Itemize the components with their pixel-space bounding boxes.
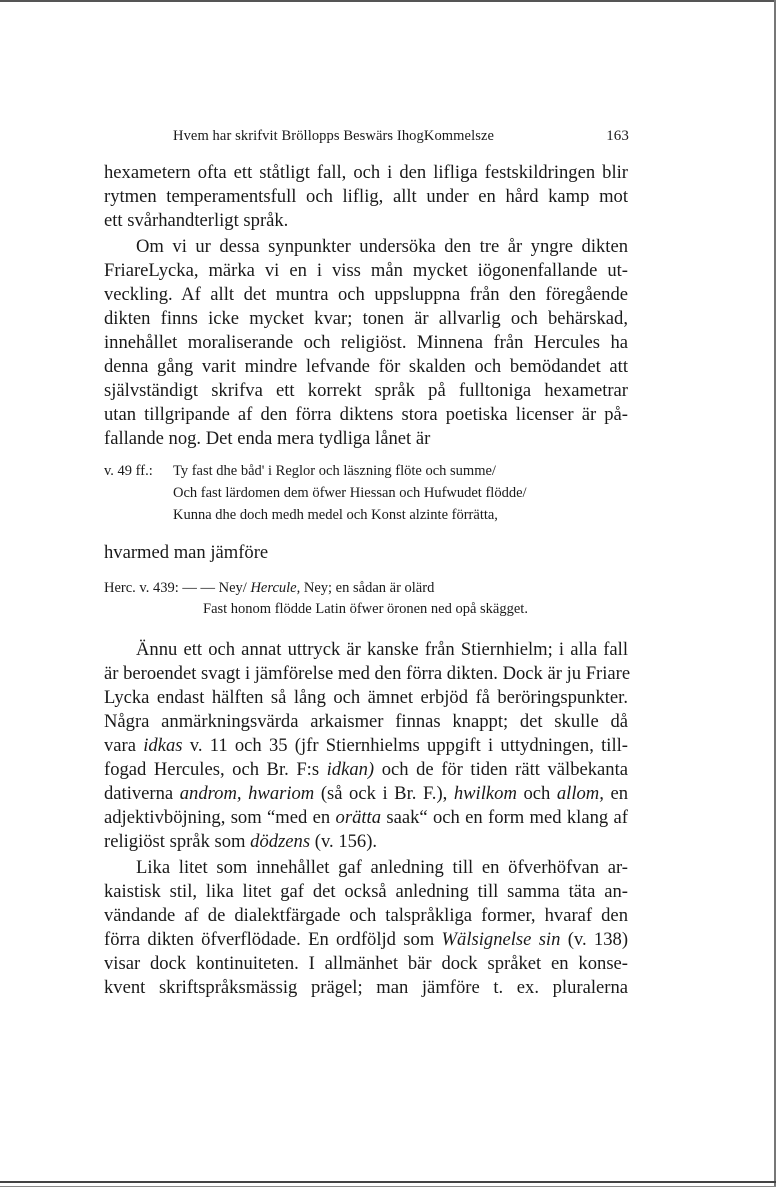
text: dativerna	[104, 783, 174, 804]
text: adjektivböjning, som “med en	[104, 807, 331, 828]
italic-word: androm, hwariom	[179, 783, 315, 804]
quote2-rest: Ney; en sådan är olärd	[303, 580, 435, 596]
para4-line: kaistisk stil, lika litet gaf det också anledning till samma täta an-	[104, 881, 628, 902]
para2-line: fallande nog. Det enda mera tydliga lånet är	[104, 428, 431, 449]
text: och	[523, 783, 551, 804]
para3-line: Lycka endast hälften så lång och ämnet erbjöd få beröringspunkter.	[104, 687, 628, 708]
para1-line: ett svårhandterligt språk.	[104, 210, 289, 231]
quote1-reference: v. 49 ff.:	[104, 463, 153, 479]
para3-line	[104, 830, 377, 854]
text: vara	[104, 735, 136, 756]
para3-line: Ännu ett och annat uttryck är kanske från Stiernhielm; i alla fall	[136, 639, 628, 660]
para2-line: veckling. Af allt det muntra och uppsluppna från den föregående	[104, 284, 628, 305]
para3-line	[104, 782, 628, 806]
italic-word: dödzens	[250, 831, 311, 852]
para3-line: Några anmärkningsvärda arkaismer finnas knappt; det skulle då	[104, 711, 628, 732]
quote2-reference: Herc. v. 439:	[104, 580, 179, 596]
compare-line: hvarmed man jämföre	[104, 542, 269, 563]
para3-line	[104, 758, 628, 782]
text: saak“ och en form med klang af	[386, 807, 628, 828]
text: och de för tiden rätt välbekanta	[381, 759, 629, 780]
para3-line: är beroendet svagt i jämförelse med den förra dikten. Dock är ju Friare	[104, 663, 631, 684]
para4-line: visar dock kontinuiteten. I allmänhet bär dock språket en konse-	[104, 953, 628, 974]
italic-word: orätta	[335, 807, 381, 828]
italic-word: Wälsignelse sin	[441, 929, 561, 950]
text: v. 11 och 35 (jfr Stiernhielms uppgift i uttydningen, till-	[189, 735, 628, 756]
para2-line: dikten finns icke mycket kvar; tonen är allvarlig och behärskad,	[104, 308, 628, 329]
text: religiöst språk som	[104, 831, 246, 852]
italic-word: hwilkom	[453, 783, 517, 804]
para1-line: hexametern ofta ett ståtligt fall, och i den lifliga festskildringen blir	[104, 162, 628, 183]
para4-line	[104, 928, 628, 952]
para2-line: Om vi ur dessa synpunkter undersöka den tre år yngre dikten	[136, 236, 628, 257]
text: (v. 138)	[567, 929, 629, 950]
text: förra dikten öfverflödade. En ordföljd som	[104, 929, 435, 950]
italic-word: allom,	[556, 783, 604, 804]
para2-line: innehållet moraliserande och religiöst. Minnena från Hercules ha	[104, 332, 628, 353]
para2-line: denna gång varit mindre lefvande för skalden och bemödandet att	[104, 356, 628, 377]
text: fogad Hercules, och Br. F:s	[104, 759, 320, 780]
quote1-verse: Ty fast dhe båd' i Reglor och läszning flöte och summe/	[173, 463, 496, 479]
quote1-verse: Kunna dhe doch medh medel och Konst alzinte förrätta,	[173, 507, 498, 523]
quote1-verse: Och fast lärdomen dem öfwer Hiessan och Hufwudet flödde/	[173, 485, 527, 501]
quote2-italic: Hercule,	[250, 580, 301, 596]
italic-word: idkas	[143, 735, 183, 756]
quote2-line1	[104, 580, 434, 597]
para3-line	[104, 734, 628, 758]
para4-line: vändande af de dialektfärgade och talspråkliga former, hvaraf den	[104, 905, 628, 926]
text: (v. 156).	[314, 831, 378, 852]
para4-line: Lika litet som innehållet gaf anledning till en öfverhöfvan ar-	[136, 857, 628, 878]
running-title: Hvem har skrifvit Bröllopps Beswärs IhogKommelsze	[173, 128, 495, 144]
para3-line	[104, 806, 628, 830]
italic-word: idkan)	[326, 759, 375, 780]
scan-border-bottom	[0, 1181, 776, 1183]
para1-line: rytmen temperamentsfull och liflig, allt under en hård kamp mot	[104, 186, 628, 207]
para2-line: självständigt skrifva ett korrekt språk på fulltoniga hexametrar	[104, 380, 628, 401]
page-number: 163	[606, 128, 629, 144]
quote2-line2: Fast honom flödde Latin öfwer öronen ned opå skägget.	[203, 601, 528, 617]
text: en	[610, 783, 628, 804]
para4-line: kvent skriftspråksmässig prägel; man jämföre t. ex. pluralerna	[104, 977, 628, 998]
text: (så ock i Br. F.),	[320, 783, 448, 804]
scan-border-top	[0, 0, 776, 2]
quote2-dash: — — Ney/	[182, 580, 247, 596]
para2-line: utan tillgripande af den förra diktens stora poetiska licenser är på-	[104, 404, 628, 425]
para2-line: FriareLycka, märka vi en i viss mån mycket iögonenfallande ut-	[104, 260, 628, 281]
